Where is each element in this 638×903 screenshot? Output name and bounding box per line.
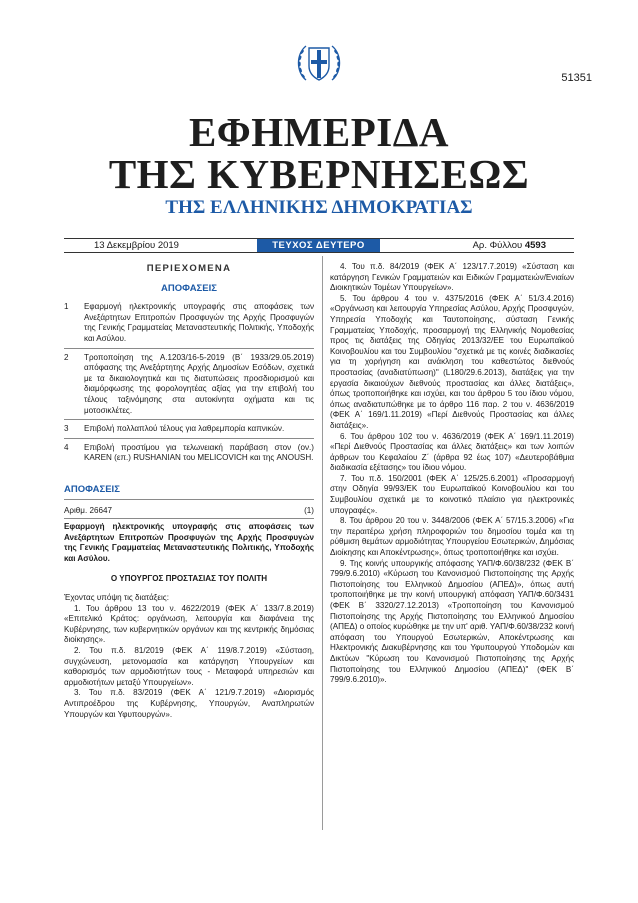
issue-sheet-label: Αρ. Φύλλου bbox=[472, 240, 523, 251]
decision-paragraph: 6. Του άρθρου 102 του ν. 4636/2019 (ΦΕΚ Α΄ 169/1.11.2019) «Περί Διεθνούς Προστασίας και άλλες διατάξεις» και των λοιπών άρθρων του Κεφαλαίου Ζ΄ (άρθρα 92 έως 107) «Δευτεροβάθμια διαδικασία εξέτασης» του ίδιου νόμου. bbox=[330, 431, 574, 473]
decision-intro: Έχοντας υπόψη τις διατάξεις: bbox=[64, 593, 169, 603]
masthead-title-line2: ΤΗΣ ΚΥΒΕΡΝΗΣΕΩΣ bbox=[108, 151, 530, 197]
decision-title: Εφαρμογή ηλεκτρονικής υπογραφής στις αποφάσεις των Ανεξάρτητων Επιτροπών Προσφυγών της Αρχής Προσφυγών της Γενικής Γραμματείας Μεταναστευτικής Πολιτικής, Υποδοχής και Ασύλου. bbox=[64, 522, 314, 563]
toc-item-number: 4 bbox=[64, 442, 69, 452]
decision-paragraph: 3. Του π.δ. 83/2019 (ΦΕΚ Α΄ 121/9.7.2019) «Διορισμός Αντιπροέδρου της Κυβέρνησης, Υπουργών, Αναπληρωτών Υπουργών και Υφυπουργών». bbox=[64, 688, 314, 719]
decision-index: (1) bbox=[304, 505, 314, 515]
decision-paragraph: 8. Του άρθρου 20 του ν. 3448/2006 (ΦΕΚ Α΄ 57/15.3.2006) «Για την περαιτέρω χρήση πληροφοριών του δημοσίου τομέα και τη ρύθμιση θεμάτων αρμοδιότητας Υπουργείου Εσωτερικών, Δημόσιας Διοίκησης και Αποκέντρωσης», όπως τροποποιήθηκε και ισχύει. bbox=[330, 516, 574, 558]
issue-sheet bbox=[473, 239, 546, 252]
decision-paragraph: 5. Του άρθρου 4 του ν. 4375/2016 (ΦΕΚ Α΄ 51/3.4.2016) «Οργάνωση και λειτουργία Υπηρεσίας Ασύλου, Αρχής Προσφυγών, Υπηρεσία Υποδοχής και Ταυτοποίησης, σύσταση Γενικής Γραμματείας Υποδοχής, προσαρμογή της Ελληνικής Νομοθεσίας προς τις διατάξεις της Οδηγίας 2013/32/ΕΕ του Ευρωπαϊκού Κοινοβουλίου και του Συμβουλίου "σχετικά με τις κοινές διαδικασίες για τη χορήγηση και ανάκληση του καθεστώτος διεθνούς προστασίας (αναδιατύπωση)" (L180/29.6.2013), διατάξεις για την εργασία δικαιούχων διεθνούς προστασίας και άλλες διατάξεις», όπως τροποποιήθηκε και ισχύει, και του άρθρου 5 του ίδιου νόμου, όπως αναδιατυπώθηκε με το άρθρο 116 παρ. 2 του ν. 4636/2019 (ΦΕΚ Α΄ 169/1.11.2019) «Περί Διεθνούς Προστασίας και άλλες διατάξεις». bbox=[330, 293, 574, 430]
decisions-section-heading: ΑΠΟΦΑΣΕΙΣ bbox=[64, 485, 314, 500]
issue-bar bbox=[64, 238, 574, 253]
decision-number-row bbox=[64, 506, 314, 520]
toc-section-heading: ΑΠΟΦΑΣΕΙΣ bbox=[161, 282, 217, 294]
toc-item[interactable] bbox=[64, 420, 314, 439]
decision-paragraph: 1. Του άρθρου 13 του ν. 4622/2019 (ΦΕΚ Α΄ 133/7.8.2019) «Επιτελικό Κράτος: οργάνωση, λειτουργία και διαφάνεια της Κυβέρνησης, των κυβερνητικών οργάνων και της κεντρικής δημόσιας διοίκησης». bbox=[64, 603, 314, 645]
right-column bbox=[330, 262, 574, 686]
issue-series-badge: ΤΕΥΧΟΣ ΔΕΥΤΕΡΟ bbox=[257, 239, 380, 252]
decision-paragraph: 9. Της κοινής υπουργικής απόφασης ΥΑΠ/Φ.60/38/232 (ΦΕΚ Β΄ 799/9.6.2010) «Κύρωση του Κανονισμού Πιστοποίησης της Αρχής Πιστοποίησης του Ελληνικού Δημοσίου (ΑΠΕΔ)», όπως αυτή τροποποιήθηκε με την κοινή υπουργική απόφαση ΥΑΠ/Φ.60/3431 (ΦΕΚ Β΄ 3320/27.12.2013) «Τροποποίηση του Κανονισμού Πιστοποίησης της Αρχής Πιστοποίησης του Ελληνικού Δημοσίου (ΑΠΕΔ) ο οποίος κυρώθηκε με την υπ' αριθ. ΥΑΠ/Φ.60/38/232 κοινή απόφαση του Υπουργού Εσωτερικών, Αποκέντρωσης και Ηλεκτρονικής Διακυβέρνησης και του Υφυπουργού Υποδομών και Δικτύων "Κύρωση του Κανονισμού Πιστοποίησης της Αρχής Πιστοποίησης του Ελληνικού Δημοσίου (ΑΠΕΔ)" (ΦΕΚ Β΄ 799/9.6.2010)». bbox=[330, 558, 574, 685]
minister-heading: Ο ΥΠΟΥΡΓΟΣ ΠΡΟΣΤΑΣΙΑΣ ΤΟΥ ΠΟΛΙΤΗ bbox=[110, 574, 268, 584]
decision-number: Αριθμ. 26647 bbox=[64, 505, 112, 515]
toc-item[interactable] bbox=[64, 298, 314, 348]
toc-item-text: Εφαρμογή ηλεκτρονικής υπογραφής στις αποφάσεις των Ανεξάρτητων Επιτροπών Προσφυγών της Αρχής Προσφυγών της Γενικής Γραμματείας Μεταναστευτικής Πολιτικής, Υποδοχής και Ασύλου. bbox=[84, 302, 314, 343]
toc-item[interactable] bbox=[64, 439, 314, 467]
toc-item-text: Επιβολή προστίμου για τελωνειακή παράβαση στον (ον.) KAREN (επ.) RUSHANIAN του MELICOVICH και της ANOUSH. bbox=[84, 442, 314, 463]
decision-paragraph: 4. Του π.δ. 84/2019 (ΦΕΚ Α΄ 123/17.7.2019) «Σύσταση και κατάργηση Γενικών Γραμματειών και Ειδικών Γραμματειών/Ενιαίων Διοικητικών Τομέων Υπουργείων». bbox=[330, 262, 574, 293]
toc-item[interactable] bbox=[64, 349, 314, 421]
toc-item-number: 2 bbox=[64, 352, 69, 362]
toc-item-text: Επιβολή πολλαπλού τέλους για λαθρεμπορία καπνικών. bbox=[84, 424, 285, 434]
issue-date: 13 Δεκεμβρίου 2019 bbox=[94, 240, 179, 251]
coat-of-arms-icon bbox=[292, 36, 346, 90]
column-divider bbox=[322, 256, 323, 830]
page-number: 51351 bbox=[561, 72, 592, 84]
masthead-subtitle: ΤΗΣ ΕΛΛΗΝΙΚΗΣ ΔΗΜΟΚΡΑΤΙΑΣ bbox=[165, 197, 473, 218]
issue-sheet-number: 4593 bbox=[524, 240, 546, 251]
toc-title: ΠΕΡΙΕΧΟΜΕΝΑ bbox=[146, 263, 232, 274]
masthead-title-line1: ΕΦΗΜΕΡΙΔΑ bbox=[188, 109, 450, 155]
toc-item-number: 1 bbox=[64, 302, 69, 312]
decision-paragraph: 2. Του π.δ. 81/2019 (ΦΕΚ Α΄ 119/8.7.2019) «Σύσταση, συγχώνευση, μετονομασία και κατάργηση Υπουργείων και καθορισμός των αρμοδιοτήτων τους - Μεταφορά υπηρεσιών και αρμοδιοτήτων μεταξύ Υπουργείων». bbox=[64, 646, 314, 687]
toc-item-text: Τροποποίηση της Α.1203/16-5-2019 (Β΄ 1933/29.05.2019) απόφασης της Ανεξάρτητης Αρχής Δημοσίων Εσόδων, σχετικά με τα δικαιολογητικά και τις διατυπώσεις προσδιορισμού και διαμόρφωσης της φορολογητέας αξίας για την επιβολή του τέλους ταξινόμησης στα αυτοκίνητα οχήματα και τις μοτοσικλέτες. bbox=[84, 352, 314, 415]
decision-paragraph: 7. Του π.δ. 150/2001 (ΦΕΚ Α΄ 125/25.6.2001) «Προσαρμογή στην Οδηγία 99/93/ΕΚ του Ευρωπαϊκού Κοινοβουλίου και του Συμβουλίου σχετικά με το κοινοτικό πλαίσιο για ηλεκτρονικές υπογραφές». bbox=[330, 473, 574, 515]
toc-item-number: 3 bbox=[64, 424, 69, 434]
left-column bbox=[64, 262, 314, 720]
